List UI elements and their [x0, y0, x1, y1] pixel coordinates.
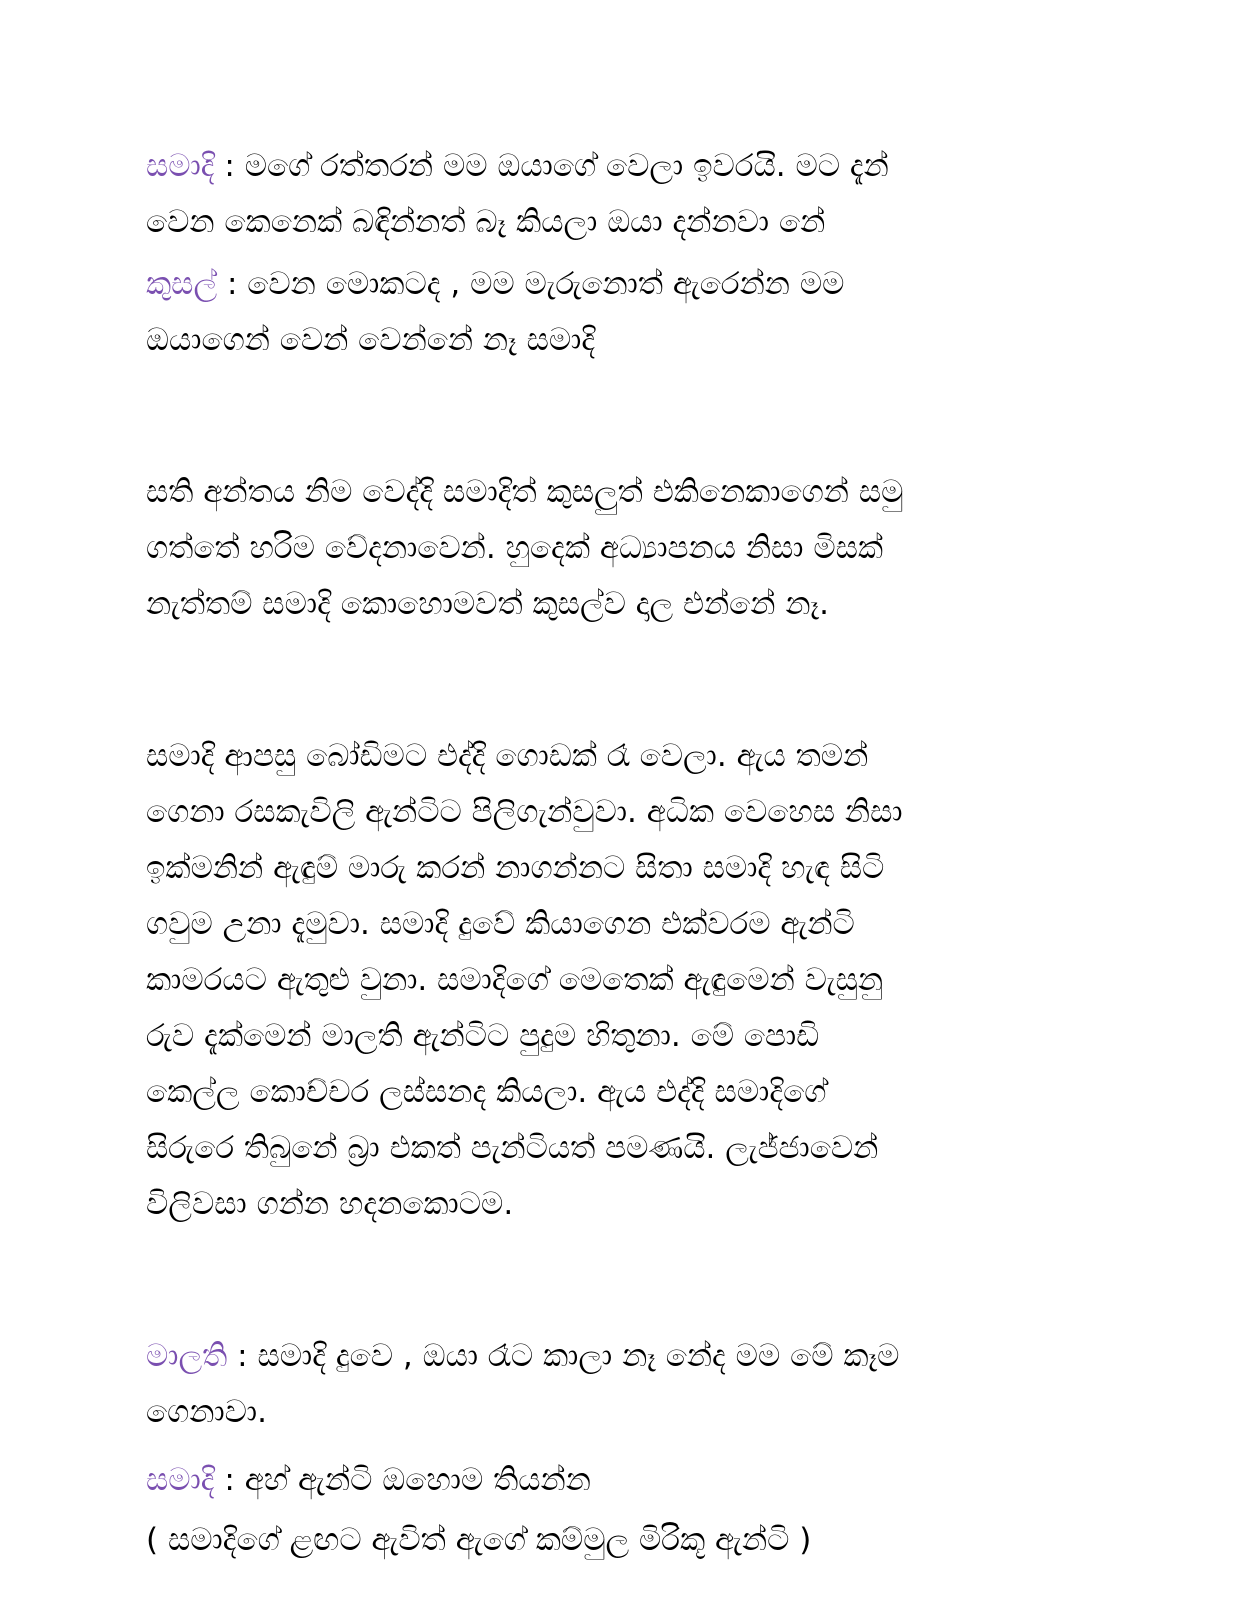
speaker-name: කුසල්: [146, 266, 218, 302]
paragraph-line: සති අන්තය නිම වෙද්දි සමාදිත් කුසලුත් එකිනෙකාගෙන් සමු: [146, 474, 904, 510]
document-page: [146, 138, 1076, 1568]
dialogue-line: [146, 1452, 1076, 1508]
dialogue-malathi: [146, 1328, 1076, 1440]
paragraph-line: කෙල්ල කොච්චර ලස්සනද කියලා. ඇය එද්දි සමාදිගේ: [146, 1074, 827, 1110]
paragraph-line: කාමරයට ඇතුළු වුනා. සමාදිගේ මෙතෙක් ඇඳුමෙන් වැසුනු: [146, 962, 884, 998]
dialogue-text: වෙන මොකටද , මම මැරුනොත් ඇරෙන්න මම: [247, 266, 845, 302]
paragraph-line: ගවුම උනා දැමුවා. සමාදි දුවේ කියාගෙන එක්වරම ඇන්ටි: [146, 906, 855, 942]
speaker-name: සමාදි: [146, 1462, 215, 1498]
speaker-separator: :: [227, 1338, 258, 1374]
dialogue-text: අහ් ඇන්ටි ඔහොම තියන්න: [244, 1462, 591, 1498]
narrative-paragraph-1: [146, 464, 1076, 632]
paragraph-line: සමාදි ආපසු බෝඩිමට එද්දි ගොඩක් රෑ වෙලා. ඇය තමන්: [146, 738, 869, 774]
paragraph-line: රුව දැක්මෙන් මාලති ඇන්ටිට පුදුම හිතුනා. මේ පොඩි: [146, 1018, 820, 1054]
dialogue-line: [146, 256, 1076, 312]
paragraph-line: ගත්තේ හරිම වේදනාවෙන්. හුදෙක් අධ්‍යාපනය නිසා මිසක්: [146, 530, 884, 566]
stage-direction: [146, 1512, 1076, 1568]
paragraph-line: නැත්තම් සමාදි කොහොමවත් කුසල්ව දාල එන්නේ නෑ.: [146, 586, 829, 622]
dialogue-text: මගේ රත්තරන් මම ඔයාගේ වෙලා ඉවරයි. මට දැන්: [244, 148, 889, 184]
dialogue-kusal: [146, 256, 1076, 368]
speaker-separator: :: [214, 1462, 245, 1498]
dialogue-text: සමාදි දුවෙ , ඔයා රෑට කාලා නෑ නේද මම මේ කෑම: [257, 1338, 900, 1374]
narrative-paragraph-2: [146, 728, 1076, 1232]
speaker-separator: :: [217, 266, 248, 302]
dialogue-samadi-2: [146, 1452, 1076, 1508]
dialogue-text-continued: ගෙනාවා.: [146, 1394, 267, 1430]
dialogue-text-continued: වෙන කෙනෙක් බඳින්නත් බෑ කියලා ඔයා දන්නවා නේ: [146, 204, 826, 240]
speaker-name: සමාදි: [146, 148, 215, 184]
dialogue-line: [146, 138, 1076, 194]
paragraph-line: ඉක්මනින් ඇඳුම් මාරු කරන් නාගන්නට සිතා සමාදි හැඳ සිටි: [146, 850, 885, 886]
speaker-separator: :: [214, 148, 245, 184]
speaker-name: මාලති: [146, 1338, 228, 1374]
dialogue-text-continued: ඔයාගෙන් වෙන් වෙන්නේ නෑ සමාදි: [146, 322, 596, 358]
paragraph-line: ගෙනා රසකැවිලි ඇන්ටිට පිලිගැන්වුවා. අධික වෙහෙස නිසා: [146, 794, 903, 830]
dialogue-line: [146, 1328, 1076, 1384]
paragraph-line: විලිවසා ගන්න හදනකොටම.: [146, 1186, 514, 1222]
stage-direction-text: ( සමාදිගේ ළඟට ඇවිත් ඇගේ කම්මුල මිරිකූ ඇන්ටි ): [146, 1522, 812, 1558]
dialogue-samadi-1: [146, 138, 1076, 250]
paragraph-line: සිරුරෙ තිබුනේ බ්‍රා එකත් පැන්ටියත් පමණයි. ලැජ්ජාවෙන්: [146, 1130, 879, 1166]
